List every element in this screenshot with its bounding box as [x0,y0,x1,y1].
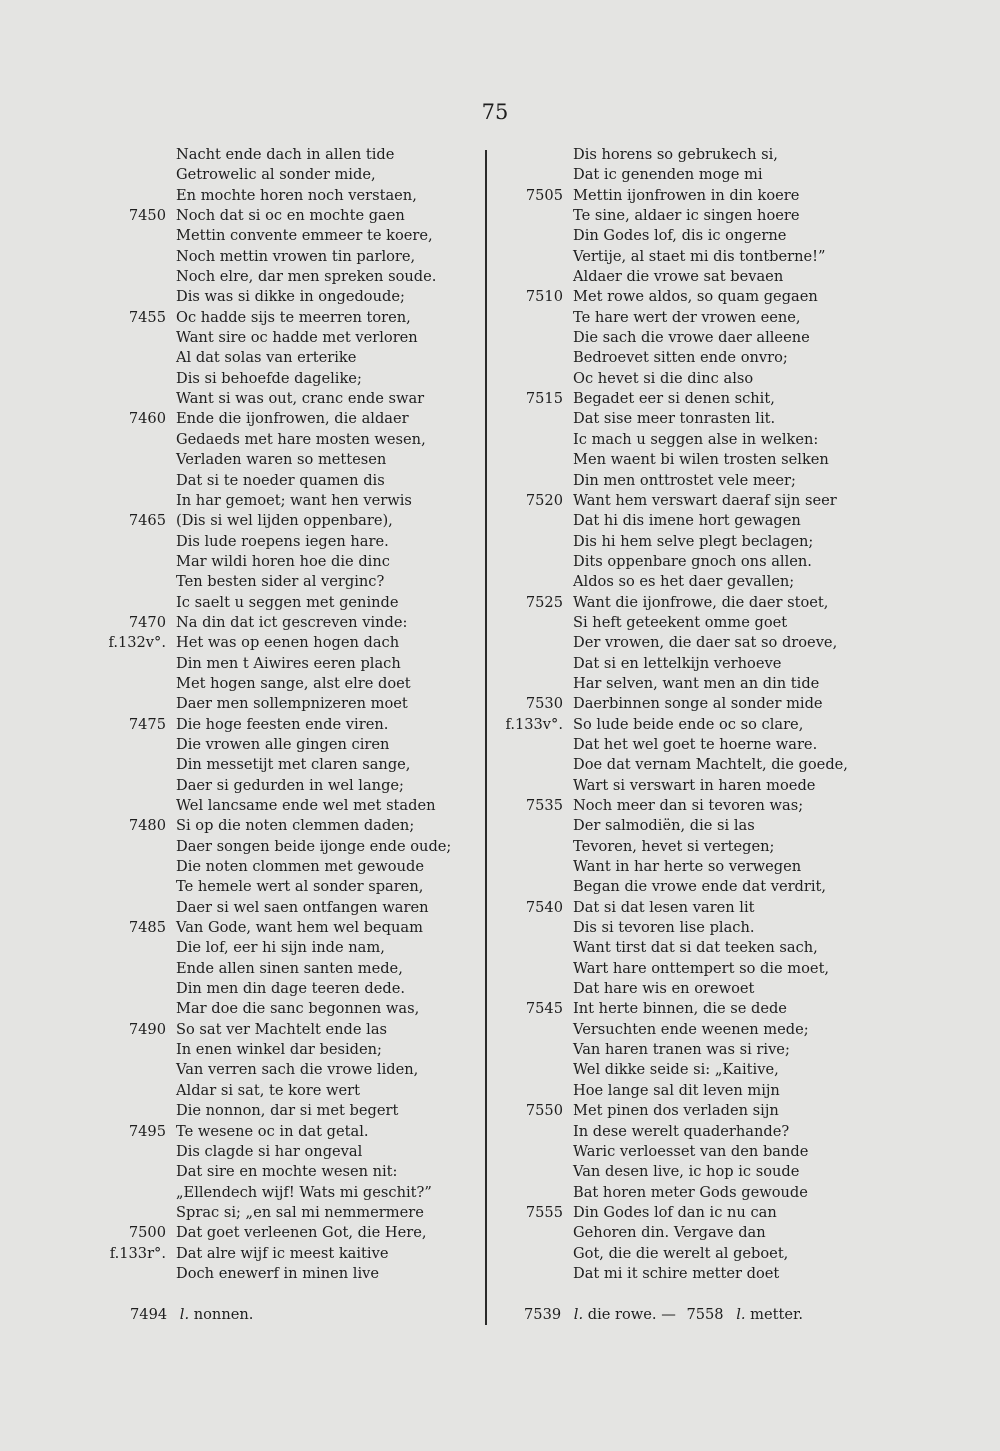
verse-line [505,1040,885,1060]
verse-line [505,918,885,938]
verse-text: Doe dat vernam Machtelt, die goede, [573,756,848,774]
verse-text: (Dis si wel lijden oppenbare), [176,512,393,530]
verse-line [505,816,885,836]
verse-line [505,796,885,816]
verse-line [505,1264,885,1284]
line-number: 7505 [525,186,563,204]
verse-text: Dat ic genenden moge mi [573,166,763,184]
verse-line [505,837,885,857]
verse-text: Met pinen dos verladen sijn [573,1102,779,1120]
verse-text: Dat si te noeder quamen dis [176,471,385,489]
verse-line [108,186,480,206]
verse-text: Die noten clommen met gewoude [176,858,424,876]
verse-line [108,776,480,796]
verse-line [505,552,885,572]
verse-text: In dese werelt quaderhande? [573,1122,790,1140]
line-number: 7515 [525,390,563,408]
verse-text: Versuchten ende weenen mede; [573,1020,809,1038]
line-number: 7530 [525,695,563,713]
verse-line [108,165,480,185]
verse-text: Mettin convente emmeer te koere, [176,227,433,245]
line-number: 7525 [525,593,563,611]
line-number: 7475 [128,715,166,733]
line-number: 7495 [128,1122,166,1140]
verse-line [505,308,885,328]
verse-text: Oc hadde sijs te meerren toren, [176,308,411,326]
verse-text: Din men onttrostet vele meer; [573,471,796,489]
column-divider [485,150,487,1325]
verse-line [505,430,885,450]
line-number: 7535 [525,797,563,814]
verse-text: Daerbinnen songe al sonder mide [573,695,823,713]
verse-text: Dis clagde si har ongeval [176,1142,363,1160]
verse-text: Noch dat si oc en mochte gaen [176,207,405,225]
verse-line [108,674,480,694]
verse-text: Tevoren, hevet si vertegen; [573,837,775,855]
verse-text: Te wesene oc in dat getal. [176,1122,369,1140]
verse-line [108,1183,480,1203]
verse-line [505,1203,885,1223]
verse-text: Noch meer dan si tevoren was; [573,797,804,814]
line-number: 7485 [128,919,166,937]
verse-line [505,450,885,470]
line-number: 7470 [128,613,166,631]
verse-text: Ten besten sider al verginc? [176,573,385,591]
page-number: 75 [481,100,509,124]
verse-line [108,491,480,511]
verse-text: Na din dat ict gescreven vinde: [176,613,408,631]
verse-line [505,1183,885,1203]
verse-text: Bedroevet sitten ende onvro; [573,349,788,367]
verse-text: Te hemele wert al sonder sparen, [176,878,424,896]
verse-text: Want in har herte so verwegen [573,858,802,876]
verse-line [108,938,480,958]
line-number: 7450 [128,207,166,225]
verse-line [505,491,885,511]
right-column [505,145,885,1284]
line-number: f.133v°. [505,715,563,733]
verse-line [505,471,885,491]
verse-text: Dis horens so gebrukech si, [573,146,778,163]
verse-line [108,389,480,409]
verse-line [108,1264,480,1284]
verse-text: Want hem verswart daeraf sijn seer [573,491,837,509]
verse-text: Wel lancsame ende wel met staden [176,797,436,814]
verse-line [505,267,885,287]
line-number: 7540 [525,898,563,916]
verse-line [505,857,885,877]
line-number: 7550 [525,1102,563,1120]
verse-line [505,369,885,389]
verse-line [108,1060,480,1080]
line-number: 7510 [525,288,563,306]
verse-text: Ic saelt u seggen met geninde [176,593,399,611]
verse-text: Dis hi hem selve plegt beclagen; [573,532,814,550]
verse-text: Verladen waren so mettesen [176,451,387,469]
verse-text: Dat sise meer tonrasten lit. [573,410,776,428]
verse-line [505,226,885,246]
verse-line [108,654,480,674]
verse-text: Getrowelic al sonder mide, [176,166,376,184]
verse-line [505,694,885,714]
line-number: 7465 [128,512,166,530]
line-number: f.133r°. [109,1244,166,1262]
verse-text: Ende die ijonfrowen, die aldaer [176,410,409,428]
line-number: 7480 [128,817,166,835]
verse-text: Nacht ende dach in allen tide [176,146,395,163]
verse-line [108,1223,480,1243]
verse-text: Van Gode, want hem wel bequam [176,919,423,937]
verse-text: Din men din dage teeren dede. [176,980,406,998]
line-number: 7500 [128,1224,166,1242]
verse-text: Mar wildi horen hoe die dinc [176,552,390,570]
verse-line [505,755,885,775]
verse-line [108,857,480,877]
verse-text: „Ellendech wijf! Wats mi geschit?” [176,1183,432,1201]
verse-text: So lude beide ende oc so clare, [573,715,804,733]
verse-text: Daer men sollempnizeren moet [176,695,408,713]
verse-text: Dat sire en mochte wesen nit: [176,1163,398,1181]
verse-text: Men waent bi wilen trosten selken [573,451,829,469]
verse-text: Aldos so es het daer gevallen; [573,573,795,591]
verse-text: Het was op eenen hogen dach [176,634,400,652]
verse-text: Har selven, want men an din tide [573,674,820,692]
footnote-abbrev: l. [179,1306,190,1323]
verse-text: Din messetijt met claren sange, [176,756,411,774]
verse-text: Aldaer die vrowe sat bevaen [573,268,784,286]
footnote-text: die rowe. — [587,1306,676,1323]
verse-text: Noch mettin vrowen tin parlore, [176,247,416,265]
verse-text: Din men t Aiwires eeren plach [176,654,401,672]
verse-line [505,1223,885,1243]
verse-text: Waric verloesset van den bande [573,1142,809,1160]
verse-line [108,979,480,999]
verse-line [108,898,480,918]
verse-text: Mettin ijonfrowen in din koere [573,186,800,204]
verse-line [108,1040,480,1060]
verse-text: Dat mi it schire metter doet [573,1264,780,1282]
footnote-text: nonnen. [193,1306,254,1323]
verse-line [108,308,480,328]
verse-line [108,694,480,714]
verse-line [108,532,480,552]
verse-line [505,898,885,918]
verse-text: Daer si gedurden in wel lange; [176,776,404,794]
verse-line [108,816,480,836]
verse-text: Int herte binnen, die se dede [573,1000,787,1018]
verse-line [108,1203,480,1223]
verse-text: Die vrowen alle gingen ciren [176,735,390,753]
verse-line [108,715,480,735]
footnote-line-number: 7558 [686,1306,724,1323]
verse-text: Bat horen meter Gods gewoude [573,1183,808,1201]
verse-line [505,328,885,348]
verse-line [108,552,480,572]
verse-line [505,1060,885,1080]
verse-line [108,430,480,450]
verse-text: Din Godes lof, dis ic ongerne [573,227,787,245]
verse-text: Van desen live, ic hop ic soude [573,1163,800,1181]
line-number: f.132v°. [108,634,166,652]
verse-line [505,654,885,674]
verse-line [108,226,480,246]
verse-text: Der vrowen, die daer sat so droeve, [573,634,838,652]
line-number: 7490 [128,1020,166,1038]
verse-text: Daer si wel saen ontfangen waren [176,898,429,916]
verse-text: Dits oppenbare gnoch ons allen. [573,552,812,570]
verse-text: Began die vrowe ende dat verdrit, [573,878,827,896]
verse-text: Te sine, aldaer ic singen hoere [573,207,800,225]
verse-text: Met rowe aldos, so quam gegaen [573,288,818,306]
footnote-line-number: 7539 [524,1306,562,1323]
verse-line [108,999,480,1019]
verse-line [108,450,480,470]
footnote-line-number: 7494 [130,1306,168,1323]
verse-line [505,959,885,979]
verse-text: Gehoren din. Vergave dan [573,1224,766,1242]
verse-line [108,593,480,613]
verse-line [108,409,480,429]
footnote-right [524,1306,803,1323]
verse-text: Din Godes lof dan ic nu can [573,1203,777,1221]
verse-line [505,511,885,531]
verse-line [505,532,885,552]
verse-line [108,247,480,267]
verse-text: Want die ijonfrowe, die daer stoet, [573,593,829,611]
line-number: 7460 [128,410,166,428]
verse-text: Daer songen beide ijonge ende oude; [176,837,452,855]
verse-text: Doch enewerf in minen live [176,1264,380,1282]
verse-line [108,633,480,653]
verse-line [108,796,480,816]
verse-line [108,613,480,633]
verse-line [505,633,885,653]
verse-line [108,1020,480,1040]
verse-text: Dat hare wis en orewoet [573,980,755,998]
verse-line [505,999,885,1019]
verse-text: Ic mach u seggen alse in welken: [573,430,819,448]
verse-line [108,328,480,348]
verse-line [505,1244,885,1264]
verse-line [505,206,885,226]
verse-line [108,877,480,897]
verse-line [505,938,885,958]
verse-text: Got, die die werelt al geboet, [573,1244,789,1262]
verse-line [108,511,480,531]
verse-text: So sat ver Machtelt ende las [176,1020,388,1038]
verse-line [505,572,885,592]
verse-line [108,145,480,165]
verse-text: Dis lude roepens iegen hare. [176,532,389,550]
verse-line [505,145,885,165]
verse-line [108,918,480,938]
verse-line [505,735,885,755]
verse-line [505,165,885,185]
verse-line [108,471,480,491]
verse-text: Oc hevet si die dinc also [573,369,754,387]
verse-text: Want si was out, cranc ende swar [176,390,425,408]
line-number: 7555 [525,1203,563,1221]
verse-text: Dat alre wijf ic meest kaitive [176,1244,389,1262]
verse-line [108,735,480,755]
verse-text: Dat het wel goet te hoerne ware. [573,735,818,753]
verse-line [505,409,885,429]
verse-line [108,755,480,775]
verse-line [505,389,885,409]
verse-line [505,1081,885,1101]
verse-line [108,206,480,226]
left-column [108,145,480,1284]
verse-text: Want sire oc hadde met verloren [176,329,418,347]
line-number: 7520 [525,491,563,509]
verse-line [505,1162,885,1182]
verse-line [108,369,480,389]
verse-text: Ende allen sinen santen mede, [176,959,403,977]
verse-text: Dat hi dis imene hort gewagen [573,512,801,530]
verse-text: Si op die noten clemmen daden; [176,817,415,835]
verse-text: In har gemoet; want hen verwis [176,491,412,509]
verse-text: Die sach die vrowe daer alleene [573,329,810,347]
verse-text: Dis si tevoren lise plach. [573,919,755,937]
verse-line [505,979,885,999]
footnote-abbrev: l. [573,1306,584,1323]
verse-text: Dat si en lettelkijn verhoeve [573,654,782,672]
verse-text: Begadet eer si denen schit, [573,390,775,408]
verse-line [505,715,885,735]
verse-line [108,959,480,979]
verse-line [505,247,885,267]
verse-line [505,186,885,206]
verse-line [108,267,480,287]
verse-text: Dis was si dikke in ongedoude; [176,288,405,306]
verse-text: Met hogen sange, alst elre doet [176,674,411,692]
verse-text: In enen winkel dar besiden; [176,1041,382,1059]
verse-text: Wart hare onttempert so die moet, [573,959,830,977]
verse-text: Die lof, eer hi sijn inde nam, [176,939,385,957]
verse-text: Si heft geteekent omme goet [573,613,788,631]
verse-text: Mar doe die sanc begonnen was, [176,1000,420,1018]
verse-text: Dat goet verleenen Got, die Here, [176,1224,427,1242]
verse-line [505,613,885,633]
verse-text: Gedaeds met hare mosten wesen, [176,430,426,448]
verse-line [505,1020,885,1040]
verse-line [505,593,885,613]
verse-line [505,348,885,368]
line-number: 7455 [128,308,166,326]
verse-line [108,1101,480,1121]
verse-line [108,287,480,307]
verse-text: Sprac si; „en sal mi nemmermere [176,1203,424,1221]
verse-text: Wel dikke seide si: „Kaitive, [573,1061,779,1079]
verse-text: Die hoge feesten ende viren. [176,715,389,733]
verse-text: Al dat solas van erterike [176,349,357,367]
verse-line [108,837,480,857]
verse-line [108,1081,480,1101]
verse-line [505,1101,885,1121]
verse-text: Van haren tranen was si rive; [573,1041,790,1059]
footnote-text: metter. [750,1306,804,1323]
line-number: 7545 [525,1000,563,1018]
verse-line [108,1244,480,1264]
verse-line [505,1142,885,1162]
verse-line [108,1162,480,1182]
verse-line [505,877,885,897]
verse-text: Noch elre, dar men spreken soude. [176,268,437,286]
footnote-abbrev: l. [736,1306,746,1323]
verse-text: Wart si verswart in haren moede [573,776,816,794]
verse-text: Van verren sach die vrowe liden, [176,1061,419,1079]
verse-text: Hoe lange sal dit leven mijn [573,1081,780,1099]
verse-text: Want tirst dat si dat teeken sach, [573,939,818,957]
verse-line [505,287,885,307]
verse-line [505,674,885,694]
verse-line [108,348,480,368]
verse-text: Te hare wert der vrowen eene, [573,308,801,326]
verse-text: Der salmodiën, die si las [573,817,755,835]
verse-text: Vertije, al staet mi dis tontberne!” [573,247,826,265]
verse-text: Aldar si sat, te kore wert [176,1081,360,1099]
verse-line [108,1122,480,1142]
verse-line [505,1122,885,1142]
verse-text: Dat si dat lesen varen lit [573,898,755,916]
verse-line [108,572,480,592]
verse-line [505,776,885,796]
footnote-left [130,1306,253,1323]
verse-text: Die nonnon, dar si met begert [176,1102,399,1120]
verse-line [108,1142,480,1162]
verse-text: Dis si behoefde dagelike; [176,369,362,387]
verse-text: En mochte horen noch verstaen, [176,186,417,204]
